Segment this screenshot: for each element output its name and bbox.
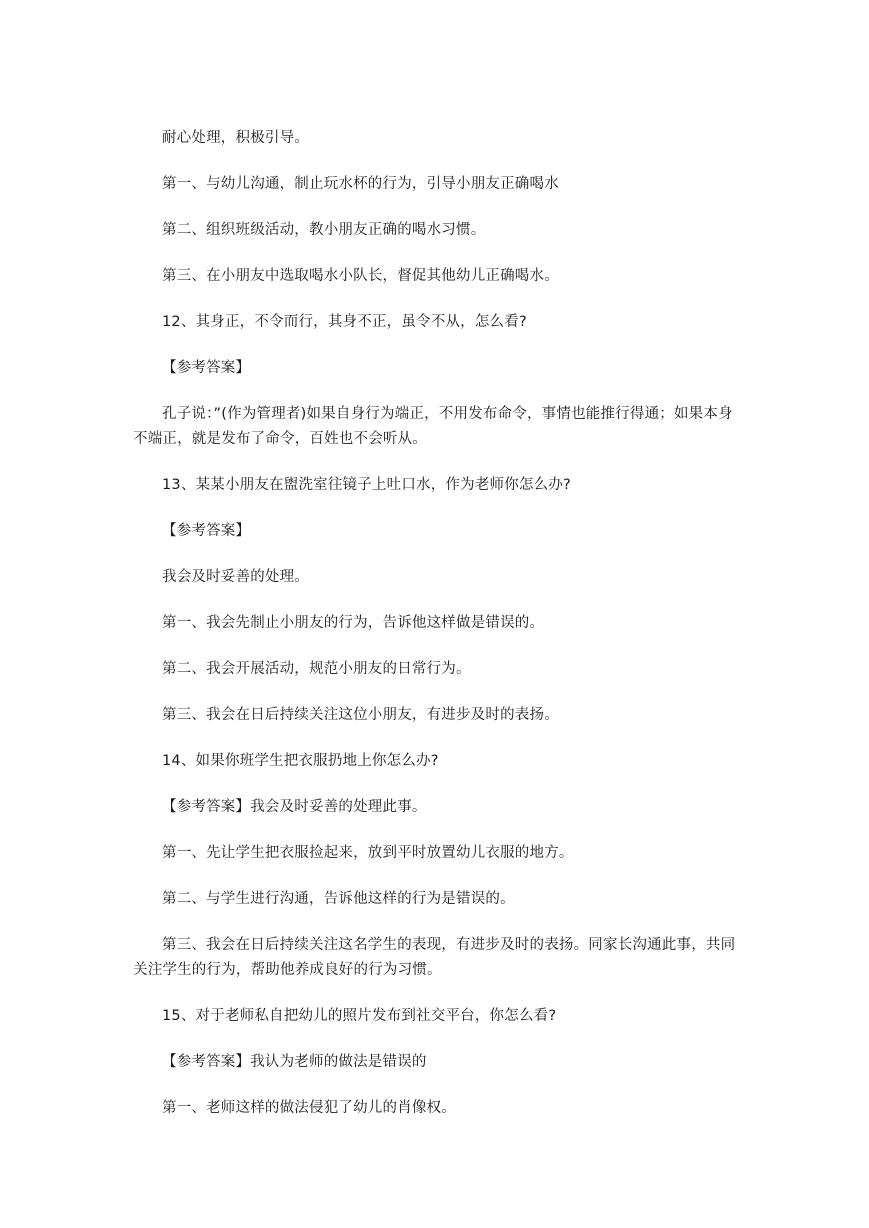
answer-label: 【参考答案】我会及时妥善的处理此事。 <box>162 799 427 815</box>
question-heading: 14、如果你班学生把衣服扔地上你怎么办? <box>162 753 439 769</box>
answer-label: 【参考答案】 <box>162 523 251 539</box>
answer-label: 【参考答案】 <box>162 360 251 376</box>
document-body <box>133 126 739 1142</box>
answer-label: 【参考答案】我认为老师的做法是错误的 <box>162 1054 427 1070</box>
paragraph: 第三、我会在日后持续关注这名学生的表现，有进步及时的表扬。同家长沟通此事，共同关注学生的行为，帮助他养成良好的行为习惯。 <box>133 937 736 978</box>
question-heading: 15、对于老师私自把幼儿的照片发布到社交平台，你怎么看? <box>162 1008 557 1024</box>
paragraph: 第一、老师这样的做法侵犯了幼儿的肖像权。 <box>162 1100 456 1116</box>
question-heading: 13、某某小朋友在盥洗室往镜子上吐口水，作为老师你怎么办? <box>162 477 571 493</box>
paragraph: 耐心处理，积极引导。 <box>162 130 309 146</box>
paragraph: 第一、我会先制止小朋友的行为，告诉他这样做是错误的。 <box>162 615 545 631</box>
paragraph: 第二、组织班级活动，教小朋友正确的喝水习惯。 <box>162 222 486 238</box>
paragraph: 第一、与幼儿沟通，制止玩水杯的行为，引导小朋友正确喝水 <box>162 176 559 192</box>
paragraph: 第三、我会在日后持续关注这位小朋友，有进步及时的表扬。 <box>162 707 559 723</box>
paragraph: 我会及时妥善的处理。 <box>162 569 309 585</box>
question-heading: 12、其身正，不令而行，其身不正，虽令不从，怎么看? <box>162 314 527 330</box>
paragraph: 第二、我会开展活动，规范小朋友的日常行为。 <box>162 661 471 677</box>
paragraph: 孔子说：”(作为管理者)如果自身行为端正，不用发布命令，事情也能推行得通；如果本身不端正，就是发布了命令，百姓也不会听从。 <box>133 406 733 447</box>
paragraph: 第三、在小朋友中选取喝水小队长，督促其他幼儿正确喝水。 <box>162 268 559 284</box>
paragraph: 第二、与学生进行沟通，告诉他这样的行为是错误的。 <box>162 891 515 907</box>
paragraph: 第一、先让学生把衣服捡起来，放到平时放置幼儿衣服的地方。 <box>162 845 574 861</box>
